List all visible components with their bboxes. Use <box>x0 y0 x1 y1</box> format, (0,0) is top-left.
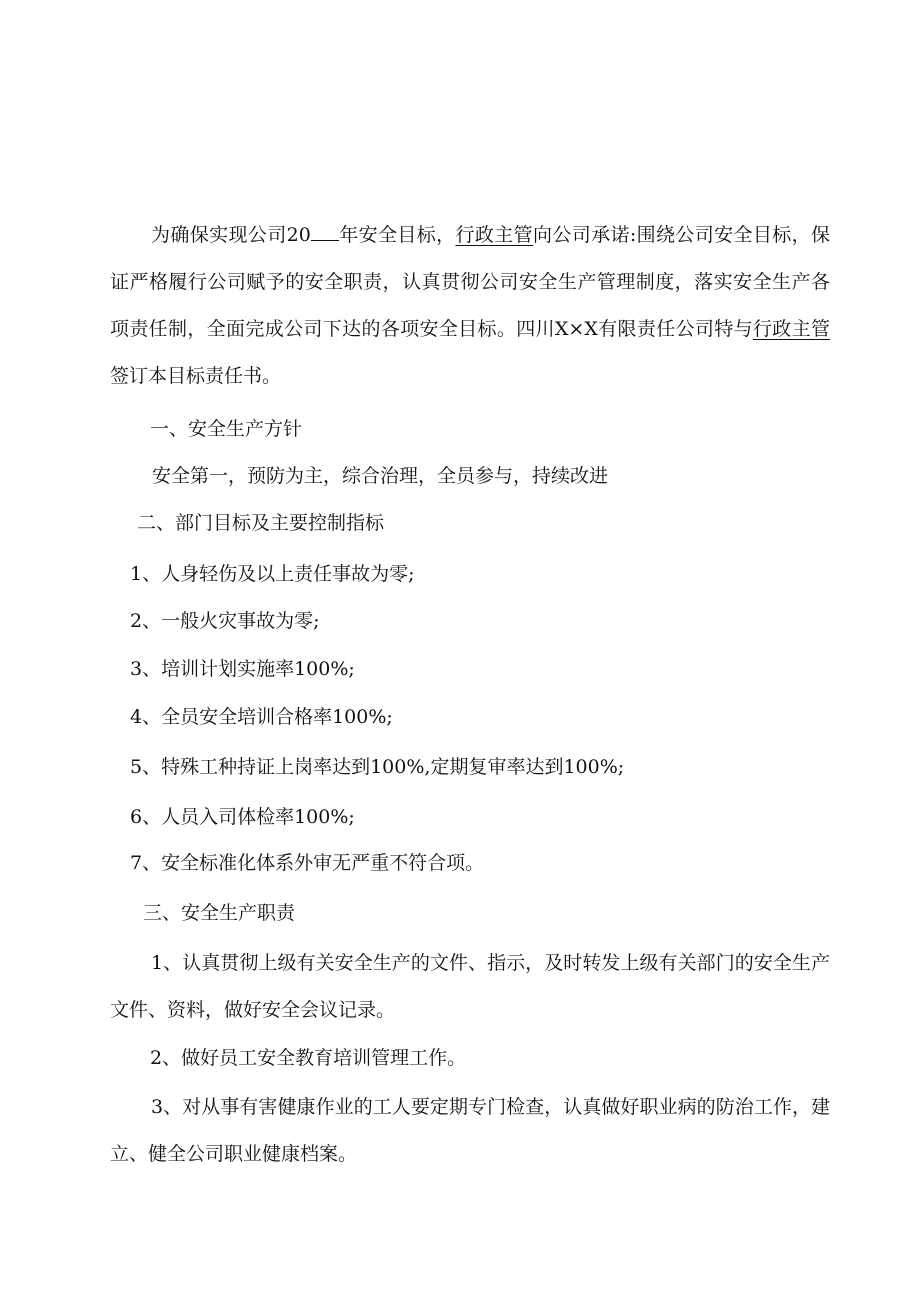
intro-paragraph <box>110 212 830 400</box>
section1-heading: 一、安全生产方针 <box>150 418 303 440</box>
target-item-3: 3、培训计划实施率100%; <box>130 658 355 680</box>
target-item-6: 6、人员入司体检率100%; <box>130 806 355 828</box>
target-item-2: 2、一般火灾事故为零; <box>130 610 320 632</box>
duty-item-3: 3、对从事有害健康作业的工人要定期专门检查，认真做好职业病的防治工作，建立、健全公司职业健康档案。 <box>110 1096 830 1165</box>
intro-text-2: 年安全目标， <box>338 224 456 246</box>
target-item-1: 1、人身轻伤及以上责任事故为零; <box>130 563 415 585</box>
target-item-5: 5、特殊工种持证上岗率达到100%,定期复审率达到100%; <box>130 756 625 778</box>
role-underlined-2: 行政主管 <box>752 318 830 340</box>
year-blank <box>311 222 339 241</box>
section2-heading: 二、部门目标及主要控制指标 <box>137 512 385 534</box>
intro-text-4: 签订本目标责任书。 <box>110 365 282 387</box>
role-underlined-1: 行政主管 <box>455 224 533 246</box>
section1-text: 安全第一，预防为主，综合治理，全员参与，持续改进 <box>152 465 609 487</box>
section3-heading: 三、安全生产职责 <box>143 902 296 924</box>
intro-text-1: 为确保实现公司20 <box>151 224 311 246</box>
target-item-7: 7、安全标准化体系外审无严重不符合项。 <box>130 852 485 874</box>
duty-item-1: 1、认真贯彻上级有关安全生产的文件、指示，及时转发上级有关部门的安全生产文件、资料，做好安全会议记录。 <box>110 952 830 1021</box>
duty-item-2: 2、做好员工安全教育培训管理工作。 <box>150 1047 467 1069</box>
intro-text-3: 向公司承诺:围绕公司安全目标，保证严格履行公司赋予的安全职责，认真贯彻公司安全生产管理制度，落实安全生产各项责任制，全面完成公司下达的各项安全目标。四川X×X有限责任公司特与 <box>110 224 830 340</box>
target-item-4: 4、全员安全培训合格率100%; <box>130 706 393 728</box>
